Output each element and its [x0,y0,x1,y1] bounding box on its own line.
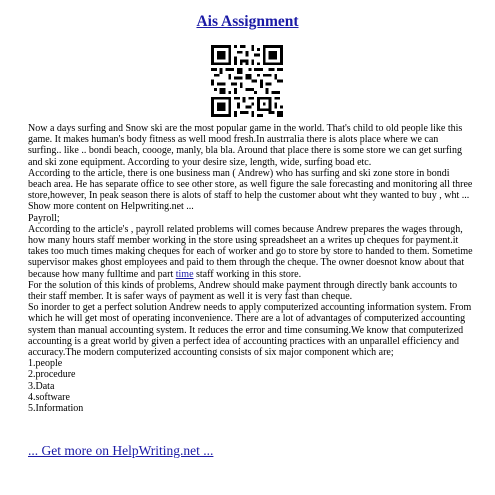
paragraph: Payroll; [28,212,60,224]
paragraph: According to the article, there is one business man ( Andrew) who has surfing and ski zone store in bondi beach area. He has separate office to see other store, as well figure the sale forecasting and monitoring all three store,however, In peak season there is alots of staff to help the customer about wht they wanted to buy , wht ... Show more content on Helpwriting.net ... [28,167,473,213]
paragraph: According to the article's , payroll related problems will comes because Andrew prepares the wages through, how many hours staff member working in the store using spreadsheet an a writes up cheques for payment.it takes too much times making cheques for each of worker and go to store by store to handed to them. Sometime supervisor makes ghost employees and paid to them through the cheque. The owner doesnot know about that because how many fulltime and part time staff working in this store. [28,223,473,280]
list-item: 2.procedure [28,369,76,381]
time-link[interactable]: time [175,268,194,280]
list-item: 1.people [28,358,63,370]
list-item: 3.Data [28,380,55,392]
list-item: 5.Information [28,403,84,415]
list-item: 4.software [28,391,70,403]
document-title[interactable]: Ais Assignment [196,13,299,30]
paragraph: Now a days surfing and Snow ski are the most popular game in the world. That's child to old people like this game. It makes human's body fitness as well mood fresh.In austrralia there is alots place where we can surfing.. like .. bondi beach, coooge, manly, bla bla. Around that place there is some store we can get surfing and ski zone equipment. According to your desire size, length, wide, surfing boad etc. [28,123,463,168]
document-body [28,123,473,414]
qr-code [211,45,283,117]
paragraph: So inorder to get a perfect solution Andrew needs to apply computerized accounting information system. From which he will get most of operating inconvenience. There are a lot of advantages of computerized accounting system than manual accounting system. It reduces the error and time consuming.We know that computerized accounting is a great world by given a perfect idea of accounting practices with an unparallel efficiency and accuracy.The modern computerized accounting consists of six major component which are; [28,302,472,359]
paragraph: For the solution of this kinds of problems, Andrew should make payment through directly bank accounts to their staff member. It is safer ways of payment as well it is very fast than cheque. [28,279,458,303]
get-more-link[interactable]: ... Get more on HelpWriting.net ... [28,443,214,458]
